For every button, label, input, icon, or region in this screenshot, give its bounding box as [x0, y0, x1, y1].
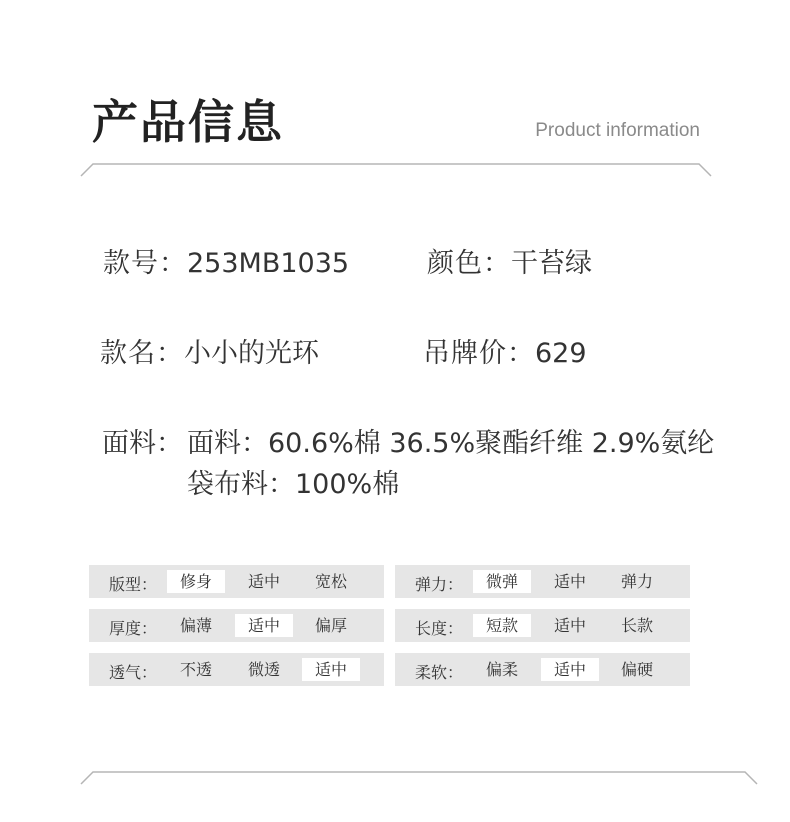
- attribute-option: 偏厚: [314, 616, 347, 635]
- style-number-label: 款号：: [103, 248, 187, 279]
- color-label: 颜色：: [427, 248, 511, 279]
- bottom-divider: [80, 768, 758, 788]
- attribute-label: 版型：: [109, 575, 158, 594]
- style-name-field: [100, 331, 319, 370]
- attribute-row: [89, 653, 384, 686]
- color-field: [427, 241, 592, 280]
- attribute-label: 长度：: [415, 619, 464, 638]
- attribute-row: [395, 609, 690, 642]
- attribute-option-selected: 短款: [473, 614, 531, 637]
- attribute-option: 偏薄: [179, 616, 212, 635]
- price-field: [423, 331, 587, 370]
- color-value: 干苔绿: [511, 248, 592, 279]
- attribute-label: 厚度：: [109, 619, 158, 638]
- pocket-fabric: 袋布料：100%棉: [187, 469, 400, 500]
- style-name-value: 小小的光环: [184, 338, 319, 369]
- attribute-option-selected: 修身: [167, 570, 225, 593]
- attribute-option: 微透: [247, 660, 280, 679]
- attribute-row: [395, 565, 690, 598]
- attribute-option: 适中: [247, 572, 280, 591]
- page-subtitle: Product information: [535, 120, 700, 141]
- attribute-label: 弹力：: [415, 575, 464, 594]
- attribute-option: 偏柔: [485, 660, 518, 679]
- attribute-option: 弹力: [620, 572, 653, 591]
- fabric-composition: 面料：60.6%棉 36.5%聚酯纤维 2.9%氨纶: [187, 428, 715, 459]
- attribute-option: 不透: [179, 660, 212, 679]
- attribute-label: 柔软：: [415, 663, 464, 682]
- attribute-row: [89, 565, 384, 598]
- style-number-field: [103, 241, 349, 280]
- fabric-label: 面料：: [102, 428, 183, 459]
- attribute-label: 透气：: [109, 663, 158, 682]
- attribute-option-selected: 适中: [302, 658, 360, 681]
- page-title: 产品信息: [92, 95, 284, 149]
- attribute-row: [395, 653, 690, 686]
- attribute-option: 长款: [620, 616, 653, 635]
- top-divider: [80, 160, 712, 180]
- style-name-label: 款名：: [100, 338, 184, 369]
- attribute-option-selected: 微弹: [473, 570, 531, 593]
- attribute-option-selected: 适中: [235, 614, 293, 637]
- price-label: 吊牌价：: [423, 338, 535, 369]
- attribute-row: [89, 609, 384, 642]
- price-value: 629: [535, 338, 587, 369]
- attribute-option-selected: 适中: [541, 658, 599, 681]
- style-number-value: 253MB1035: [187, 248, 350, 279]
- attribute-option: 宽松: [314, 572, 347, 591]
- attribute-option: 适中: [553, 616, 586, 635]
- attribute-option: 偏硬: [620, 660, 653, 679]
- attribute-option: 适中: [553, 572, 586, 591]
